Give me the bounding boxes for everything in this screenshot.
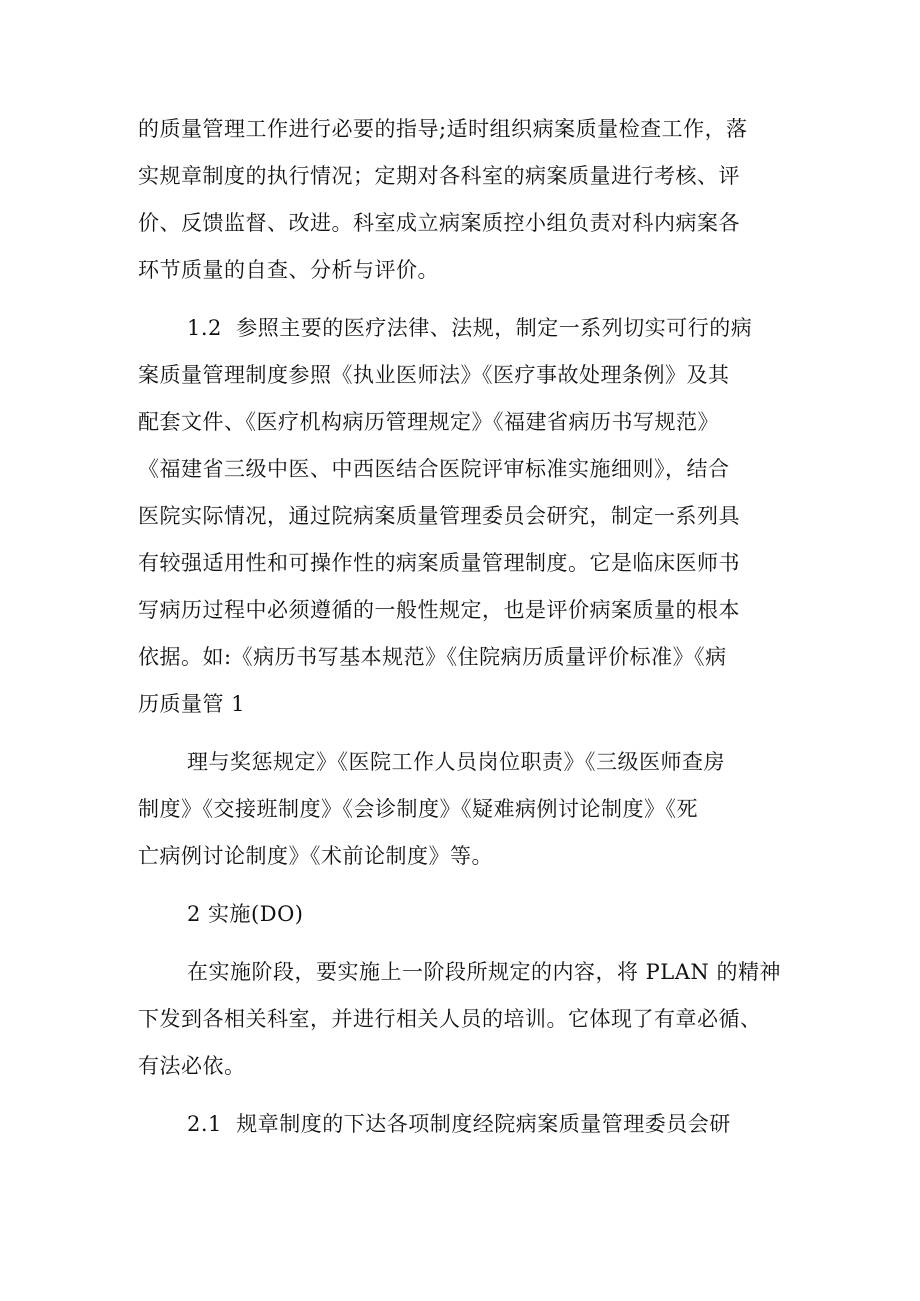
paragraph-line: 理与奖惩规定》《医院工作人员岗位职责》《三级医师查房	[187, 750, 725, 774]
paragraph-line: 写病历过程中必须遵循的一般性规定，也是评价病案质量的根本	[138, 598, 740, 622]
paragraph-line: 有法必依。	[138, 1054, 246, 1078]
paragraph-line: 配套文件、《医疗机构病历管理规定》《福建省病历书写规范》	[138, 410, 719, 434]
paragraph-line: 价、反馈监督、改进。科室成立病案质控小组负责对科内病案各	[138, 211, 740, 235]
paragraph-line: 实规章制度的执行情况；定期对各科室的病案质量进行考核、评	[138, 164, 740, 188]
paragraph-line: 1.2 参照主要的医疗法律、法规，制定一系列切实可行的病	[187, 316, 753, 340]
paragraph-line: 《福建省三级中医、中西医结合医院评审标准实施细则》，结合	[138, 457, 730, 481]
paragraph-line: 环节质量的自查、分析与评价。	[138, 258, 439, 282]
paragraph-line: 下发到各相关科室，并进行相关人员的培训。它体现了有章必循、	[138, 1007, 762, 1031]
section-heading: 2 实施(DO)	[187, 902, 304, 926]
paragraph-line: 依据。如:《病历书写基本规范》《住院病历质量评价标准》《病	[138, 645, 727, 669]
paragraph-line: 制度》《交接班制度》《会诊制度》《疑难病例讨论制度》《死	[138, 797, 698, 821]
paragraph-line: 案质量管理制度参照《执业医师法》《医疗事故处理条例》及其	[138, 363, 730, 387]
paragraph-line: 有较强适用性和可操作性的病案质量管理制度。它是临床医师书	[138, 551, 740, 575]
paragraph-line: 在实施阶段，要实施上一阶段所规定的内容，将 PLAN 的精神	[187, 960, 781, 984]
paragraph-line: 医院实际情况，通过院病案质量管理委员会研究，制定一系列具	[138, 504, 740, 528]
paragraph-line: 的质量管理工作进行必要的指导;适时组织病案质量检查工作，落	[138, 117, 748, 141]
paragraph-line: 亡病例讨论制度》《术前论制度》等。	[138, 844, 493, 868]
paragraph-line: 历质量管 1	[138, 692, 246, 716]
paragraph-line: 2.1 规章制度的下达各项制度经院病案质量管理委员会研	[187, 1112, 731, 1136]
